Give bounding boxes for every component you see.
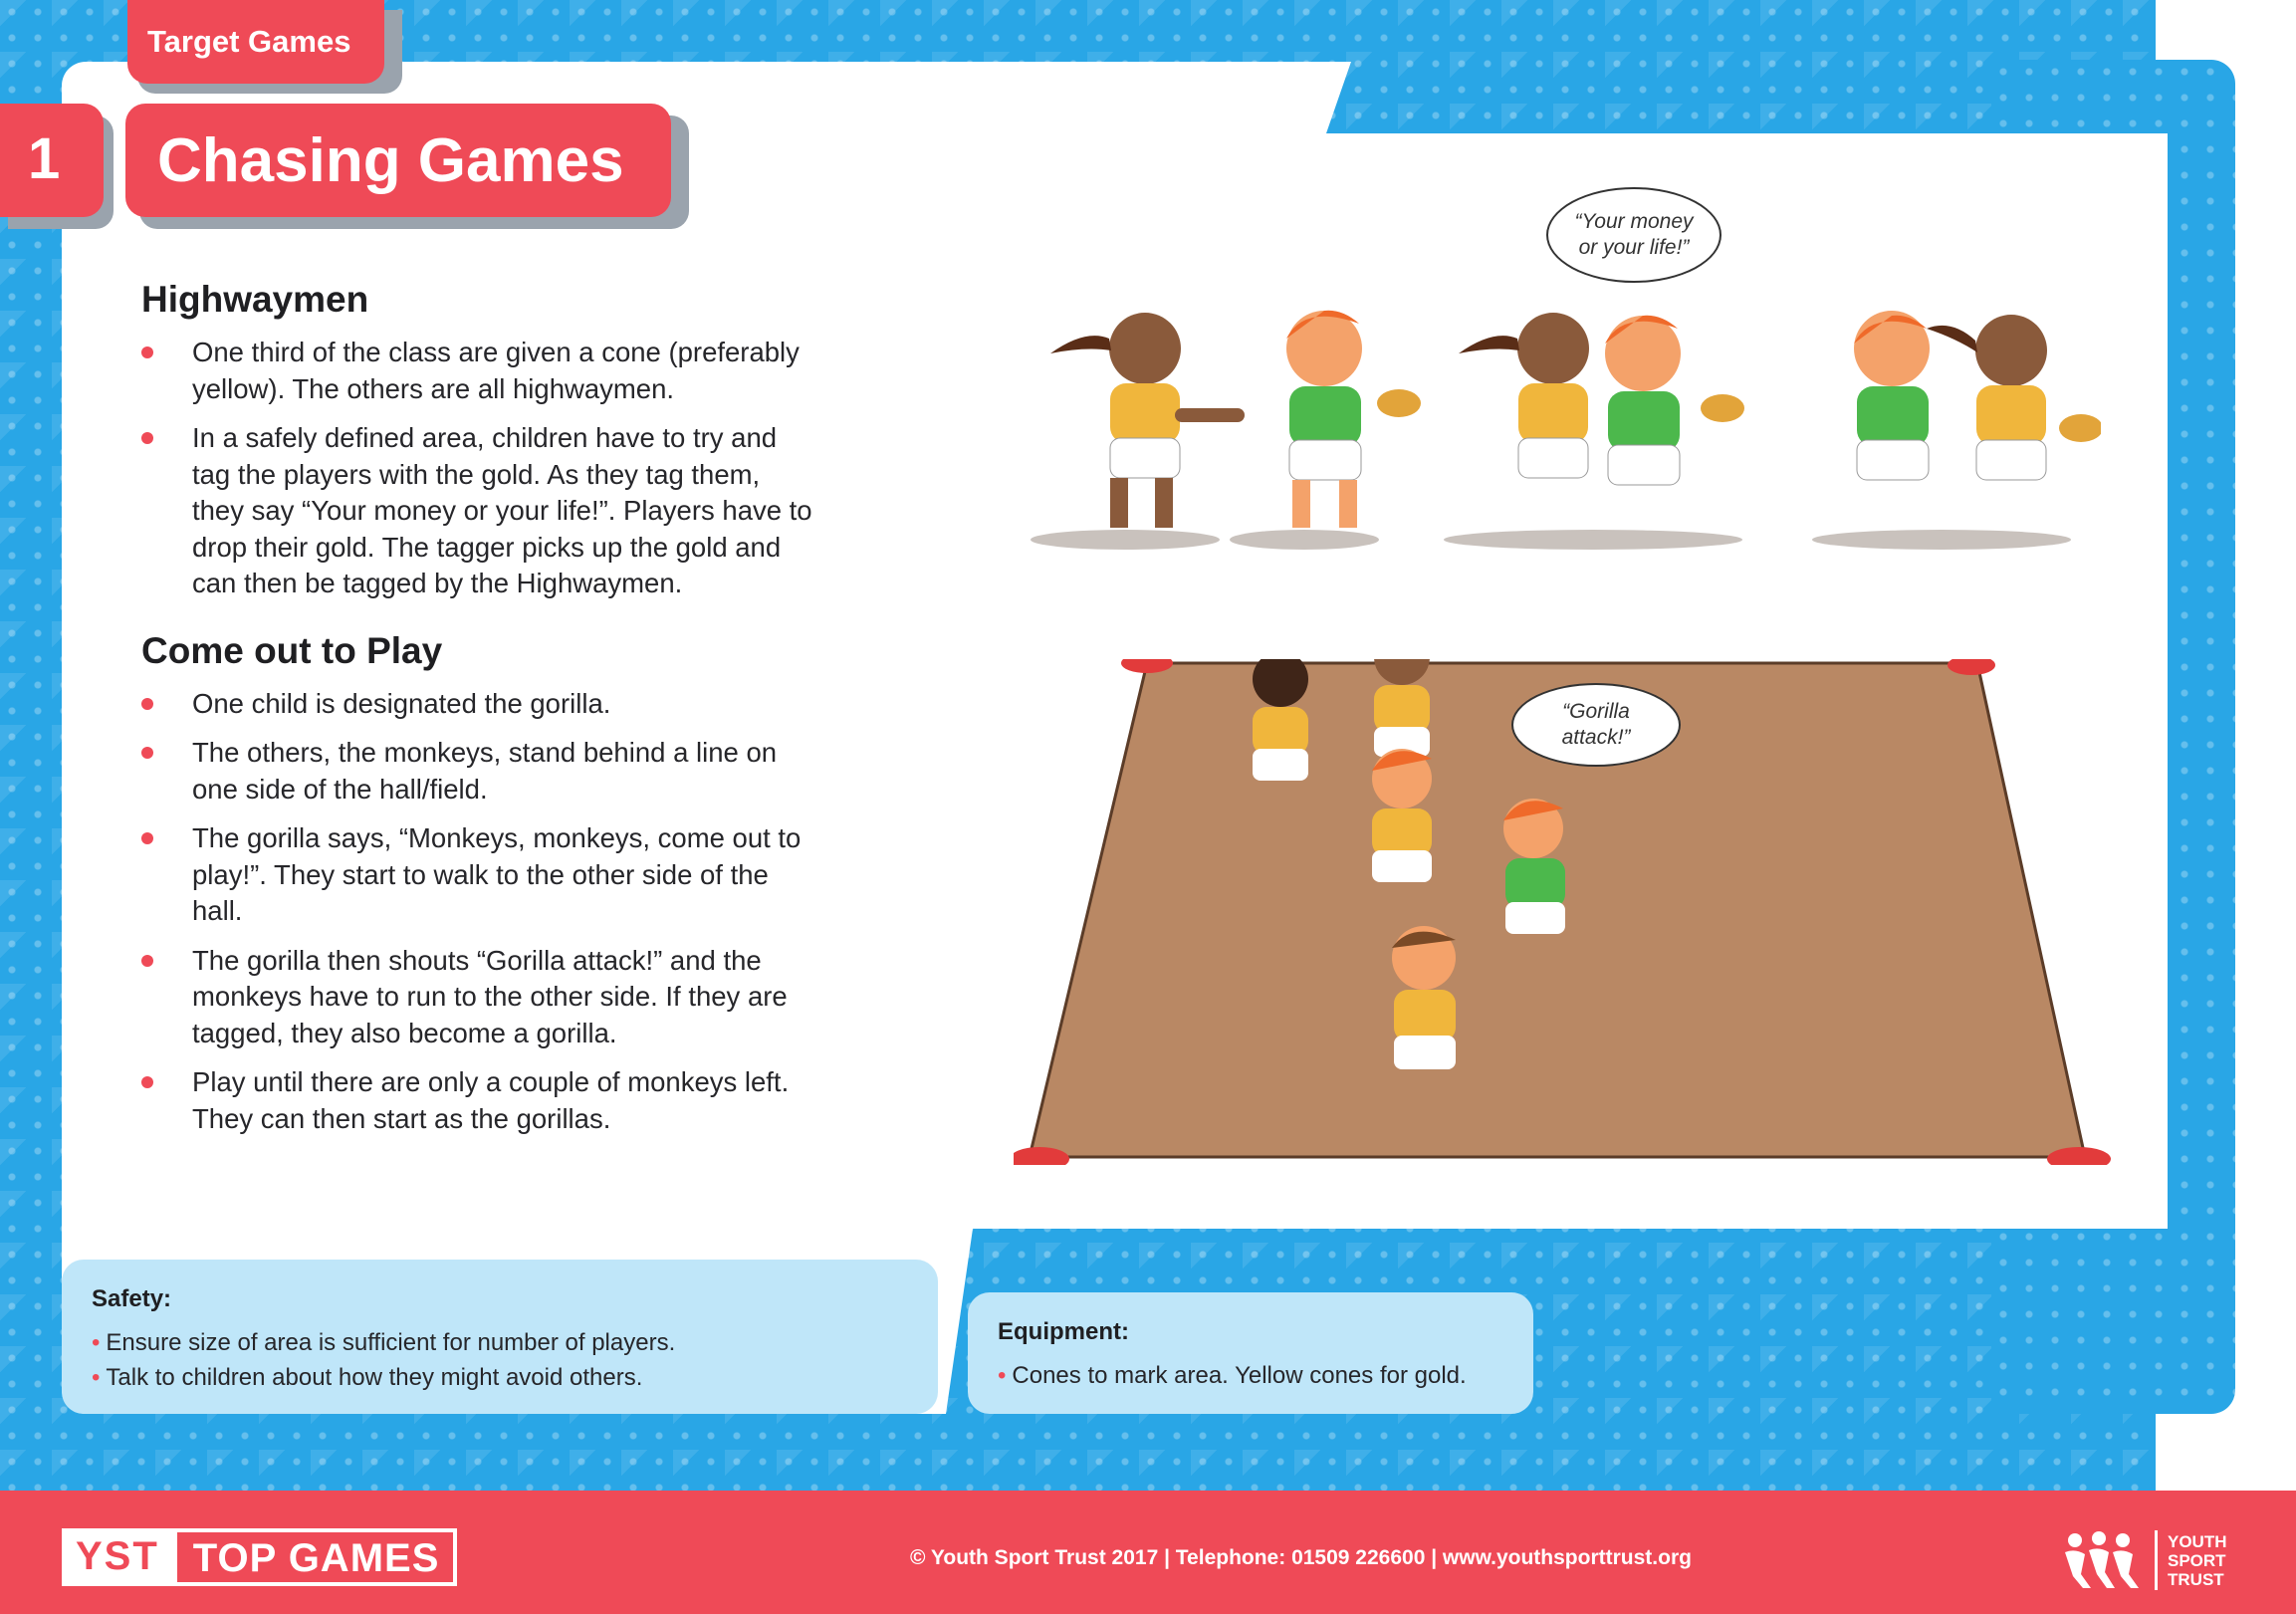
safety-item: • Talk to children about how they might avoid others. — [92, 1364, 643, 1391]
badge-words: YOUTH SPORT TRUST — [2168, 1531, 2227, 1589]
child-figure-pair — [1444, 313, 1744, 550]
card-number: 1 — [0, 104, 104, 217]
bullet-text: In a safely defined area, children have to try and tag the players with the gold. As they tag them, they say “Your money or your life!”. Players have to drop their gold. The tagger picks up the gold and can then be tagged by the Highwaymen. — [192, 422, 812, 598]
list-item — [141, 420, 818, 602]
bullet-dot — [141, 832, 153, 844]
safety-box — [62, 1260, 938, 1414]
youth-sport-trust-badge — [2061, 1530, 2227, 1590]
list-item — [141, 943, 818, 1052]
list-item — [141, 820, 818, 930]
bullet-text: The gorilla then shouts “Gorilla attack!” and the monkeys have to run to the other side. If they are tagged, they also become a gorilla. — [192, 944, 788, 1048]
bullet-dot — [141, 955, 153, 967]
child-figure — [1374, 659, 1430, 757]
logo-top-games: TOP GAMES — [173, 1528, 458, 1586]
category-tab: Target Games — [127, 0, 384, 84]
yst-top-games-logo — [62, 1528, 457, 1586]
bullet-dot — [141, 747, 153, 759]
bullet-text: The others, the monkeys, stand behind a line on one side of the hall/field. — [192, 737, 778, 805]
bullet-dot: • — [998, 1362, 1007, 1389]
bullet-list — [141, 686, 818, 1138]
bullet-dot — [141, 1076, 153, 1088]
section-heading: Highwaymen — [141, 279, 369, 320]
child-figure — [1372, 749, 1432, 882]
safety-title: Safety: — [92, 1285, 172, 1312]
page-title: Chasing Games — [125, 104, 671, 217]
bullet-text: One third of the class are given a cone (preferably yellow). The others are all highwaymen. — [192, 337, 800, 404]
child-figure — [1230, 311, 1421, 550]
safety-item: • Ensure size of area is sufficient for number of players. — [92, 1329, 676, 1356]
child-figure-pair — [1812, 311, 2101, 550]
bullet-text: The gorilla says, “Monkeys, monkeys, come out to play!”. They start to walk to the other side of the hall. — [192, 822, 802, 926]
running-children-illustration — [1026, 289, 2101, 558]
bullet-text: One child is designated the gorilla. — [192, 687, 611, 719]
bullet-text: Play until there are only a couple of monkeys left. They can then start as the gorillas. — [192, 1066, 790, 1134]
bullet-dot: • — [92, 1329, 101, 1356]
section-heading: Come out to Play — [141, 629, 443, 671]
speech-bubble: “Your money or your life!” — [1546, 187, 1722, 283]
list-item — [141, 686, 818, 723]
equipment-item: • Cones to mark area. Yellow cones for gold. — [998, 1362, 1467, 1389]
child-figure — [1253, 659, 1308, 781]
list-item — [141, 1064, 818, 1137]
footer — [0, 1491, 2296, 1614]
speech-bubble: “Gorilla attack!” — [1511, 683, 1681, 767]
bullet-dot — [141, 432, 153, 444]
people-icon — [2061, 1530, 2145, 1590]
bullet-dot: • — [92, 1364, 101, 1391]
footer-contact: © Youth Sport Trust 2017 | Telephone: 01509 226600 | www.youthsporttrust.org — [910, 1546, 1692, 1569]
bullet-dot — [141, 346, 153, 358]
child-figure — [1503, 799, 1565, 934]
child-figure — [1392, 926, 1456, 1069]
instructions — [141, 279, 818, 1157]
bullet-list — [141, 335, 818, 602]
bullet-dot — [141, 698, 153, 710]
equipment-box — [968, 1292, 1533, 1414]
badge-divider — [2155, 1530, 2158, 1590]
child-figure — [1031, 313, 1245, 550]
logo-yst: YST — [62, 1528, 173, 1586]
list-item — [141, 735, 818, 807]
list-item — [141, 335, 818, 407]
equipment-title: Equipment: — [998, 1318, 1129, 1345]
